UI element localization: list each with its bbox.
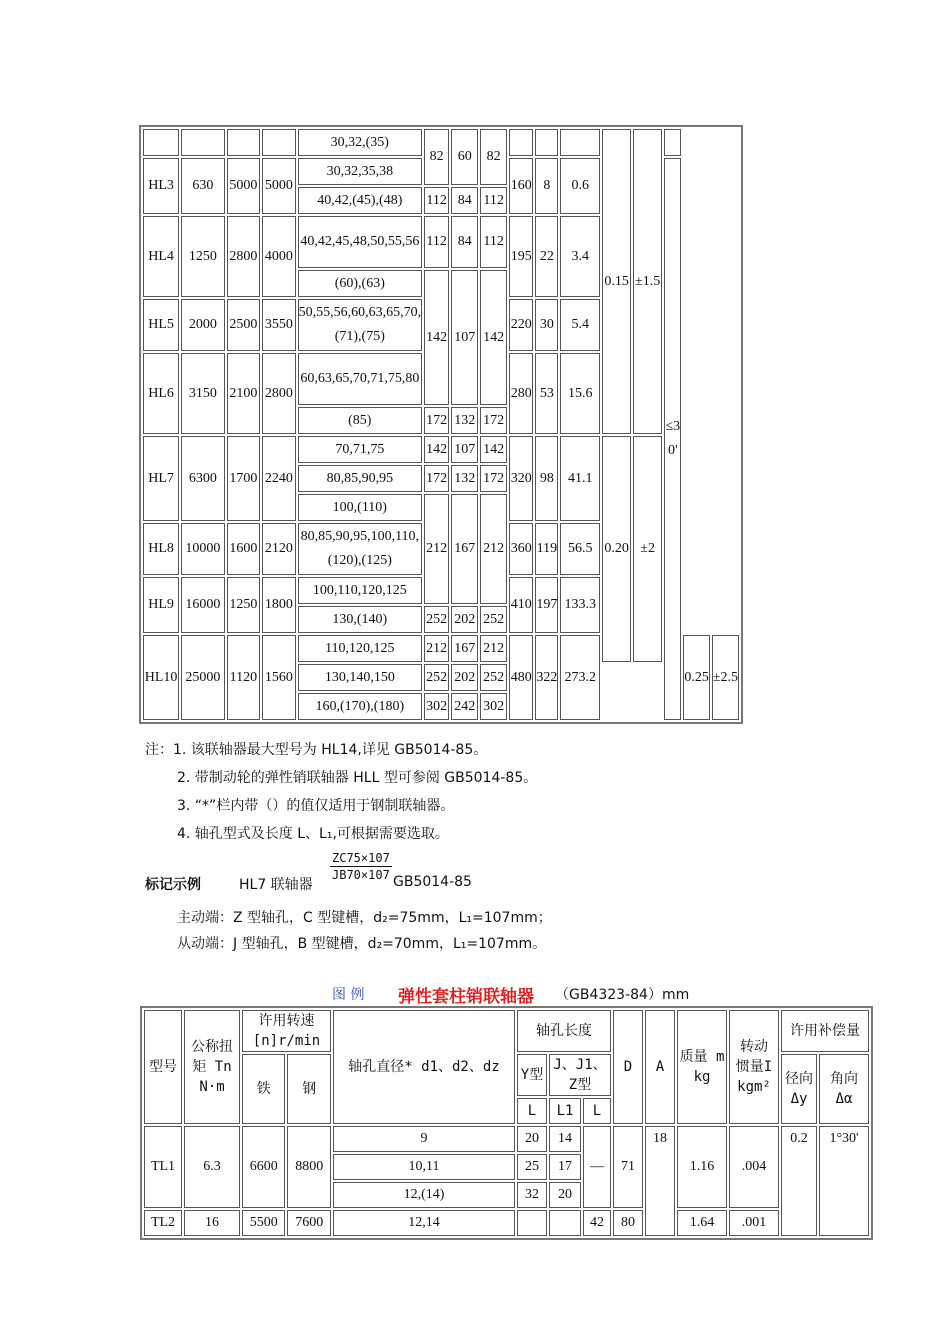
header-l2: L	[583, 1098, 611, 1124]
length-cell: 302	[480, 693, 507, 720]
bore-diameter-cell: 40,42,45,48,50,55,56	[298, 216, 423, 268]
blank-cell	[549, 1210, 581, 1236]
model-cell: HL10	[143, 635, 179, 720]
torque-cell: 6300	[181, 436, 225, 521]
length-cell: 167	[451, 494, 478, 604]
note-1: 注：1. 该联轴器最大型号为 HL14,详见 GB5014-85。	[145, 742, 488, 758]
a-cell: 22	[535, 216, 558, 297]
angular-comp-cell: 1°30'	[819, 1126, 869, 1236]
length-cell: 252	[424, 606, 449, 633]
speed-iron-cell: 1120	[227, 635, 260, 720]
length-cell: 112	[480, 187, 507, 214]
speed-steel-cell: 2120	[262, 523, 295, 575]
header-length: 轴孔长度	[517, 1010, 611, 1052]
a-cell: 53	[535, 353, 558, 434]
length-cell: 14	[549, 1126, 581, 1152]
speed-steel-cell: 2240	[262, 436, 295, 521]
header-angular: 角向 Δα	[819, 1054, 869, 1124]
length-cell: 212	[424, 635, 449, 662]
length-cell: 17	[549, 1154, 581, 1180]
marking-label: 标记示例	[145, 877, 201, 893]
model-cell: TL1	[144, 1126, 182, 1208]
header-model: 型号	[144, 1010, 182, 1124]
figure-link[interactable]: 图 例	[332, 987, 365, 1003]
length-cell: 252	[480, 664, 507, 691]
length-cell: 107	[451, 270, 478, 405]
speed-iron-cell: 5500	[242, 1210, 285, 1236]
d-cell: 280	[509, 353, 533, 434]
length-cell: 142	[480, 270, 507, 405]
bore-diameter-cell: 12,(14)	[333, 1182, 515, 1208]
length-cell: 84	[451, 216, 478, 268]
header-compensation: 许用补偿量	[781, 1010, 869, 1052]
bore-diameter-cell: 110,120,125	[298, 635, 423, 662]
blank-cell	[143, 129, 179, 156]
length-cell: 20	[549, 1182, 581, 1208]
d-cell: 480	[509, 635, 533, 720]
length-cell: 302	[424, 693, 449, 720]
blank-cell	[509, 129, 533, 156]
angle-comp-cell: ≤30'	[664, 158, 681, 720]
length-cell: 202	[451, 664, 478, 691]
marking-fraction	[330, 850, 392, 883]
speed-iron-cell: 6600	[242, 1126, 285, 1208]
mass-cell: 133.3	[560, 577, 600, 633]
d-cell: 160	[509, 158, 533, 214]
blank-cell	[517, 1210, 547, 1236]
a-cell: 322	[535, 635, 558, 720]
radial-comp-cell: 0.15	[602, 129, 631, 434]
note-3: 3. “*”栏内带（）的值仅适用于钢制联轴器。	[177, 798, 455, 814]
fraction-bottom: JB70×107	[332, 868, 390, 882]
bore-diameter-cell: 60,63,65,70,71,75,80	[298, 353, 423, 405]
length-cell: 212	[480, 635, 507, 662]
length-cell: 25	[517, 1154, 547, 1180]
mass-cell: 0.6	[560, 158, 600, 214]
header-d: D	[613, 1010, 643, 1124]
model-cell: HL6	[143, 353, 179, 434]
speed-iron-cell: 1250	[227, 577, 260, 633]
speed-iron-cell: 1700	[227, 436, 260, 521]
bore-diameter-cell: 130,(140)	[298, 606, 423, 633]
blank-cell	[262, 129, 295, 156]
header-j-type: J、J1、Z型	[549, 1054, 611, 1096]
length-cell: 252	[480, 606, 507, 633]
torque-cell: 16000	[181, 577, 225, 633]
bore-diameter-cell: 100,(110)	[298, 494, 423, 521]
length-cell: 82	[424, 129, 449, 185]
length-cell: 82	[480, 129, 507, 185]
a-cell: 197	[535, 577, 558, 633]
mass-cell: 41.1	[560, 436, 600, 521]
mass-cell: 3.4	[560, 216, 600, 297]
header-inertia: 转动 惯量I kgm²	[729, 1010, 779, 1124]
section-standard: （GB4323-84）mm	[555, 987, 690, 1003]
inertia-cell: .004	[729, 1126, 779, 1208]
bore-diameter-cell: 40,42,(45),(48)	[298, 187, 423, 214]
blank-cell	[181, 129, 225, 156]
header-l1: L1	[549, 1098, 581, 1124]
length-cell: —	[583, 1126, 611, 1208]
torque-cell: 25000	[181, 635, 225, 720]
length-cell: 42	[583, 1210, 611, 1236]
length-cell: 107	[451, 436, 478, 463]
fraction-top: ZC75×107	[332, 851, 390, 865]
driven-end-text: 从动端：J 型轴孔，B 型键槽，d₂=70mm，L₁=107mm。	[177, 936, 547, 952]
length-cell: 60	[451, 129, 478, 185]
model-cell: HL3	[143, 158, 179, 214]
bore-diameter-cell: 80,85,90,95,100,110,(120),(125)	[298, 523, 423, 575]
bore-diameter-cell: 12,14	[333, 1210, 515, 1236]
blank-cell	[664, 129, 681, 156]
model-cell: TL2	[144, 1210, 182, 1236]
header-steel: 钢	[287, 1054, 331, 1124]
speed-steel-cell: 1800	[262, 577, 295, 633]
speed-steel-cell: 8800	[287, 1126, 331, 1208]
model-cell: HL9	[143, 577, 179, 633]
speed-steel-cell: 1560	[262, 635, 295, 720]
speed-steel-cell: 2800	[262, 353, 295, 434]
blank-cell	[535, 129, 558, 156]
mass-cell: 56.5	[560, 523, 600, 575]
hl-coupling-table	[139, 125, 743, 724]
mass-cell: 1.64	[677, 1210, 727, 1236]
torque-cell: 6.3	[184, 1126, 240, 1208]
mass-cell: 15.6	[560, 353, 600, 434]
note-4: 4. 轴孔型式及长度 L、L₁,可根据需要选取。	[177, 826, 449, 842]
speed-steel-cell: 5000	[262, 158, 295, 214]
speed-iron-cell: 1600	[227, 523, 260, 575]
mass-cell: 5.4	[560, 299, 600, 351]
length-cell: 132	[451, 407, 478, 434]
inertia-cell: .001	[729, 1210, 779, 1236]
length-cell: 202	[451, 606, 478, 633]
speed-iron-cell: 5000	[227, 158, 260, 214]
marking-standard: GB5014-85	[393, 874, 472, 890]
length-cell: 20	[517, 1126, 547, 1152]
header-speed: 许用转速 [n]r/min	[242, 1010, 331, 1052]
header-l: L	[517, 1098, 547, 1124]
a-cell: 18	[645, 1126, 675, 1236]
header-mass: 质量 m kg	[677, 1010, 727, 1124]
speed-iron-cell: 2500	[227, 299, 260, 351]
d-cell: 320	[509, 436, 533, 521]
header-torque: 公称扭矩 Tn N·m	[184, 1010, 240, 1124]
speed-iron-cell: 2800	[227, 216, 260, 297]
a-cell: 98	[535, 436, 558, 521]
torque-cell: 3150	[181, 353, 225, 434]
torque-cell: 630	[181, 158, 225, 214]
length-cell: 172	[480, 465, 507, 492]
bore-diameter-cell: 50,55,56,60,63,65,70,(71),(75)	[298, 299, 423, 351]
angular-comp-cell: ±2	[633, 436, 662, 662]
bore-diameter-cell: 100,110,120,125	[298, 577, 423, 604]
bore-diameter-cell: 30,32,35,38	[298, 158, 423, 185]
model-cell: HL8	[143, 523, 179, 575]
length-cell: 142	[424, 270, 449, 405]
marking-ends	[177, 905, 552, 957]
length-cell: 167	[451, 635, 478, 662]
length-cell: 172	[480, 407, 507, 434]
length-cell: 172	[424, 465, 449, 492]
radial-comp-cell: 0.25	[683, 635, 710, 720]
blank-cell	[560, 129, 600, 156]
bore-diameter-cell: (60),(63)	[298, 270, 423, 297]
bore-diameter-cell: 80,85,90,95	[298, 465, 423, 492]
angular-comp-cell: ±2.5	[712, 635, 739, 720]
length-cell: 242	[451, 693, 478, 720]
d-cell: 80	[613, 1210, 643, 1236]
d-cell: 71	[613, 1126, 643, 1208]
angular-comp-cell: ±1.5	[633, 129, 662, 434]
speed-iron-cell: 2100	[227, 353, 260, 434]
header-diameter: 轴孔直径* d1、d2、dz	[333, 1010, 515, 1124]
section-title: 弹性套柱销联轴器	[398, 987, 534, 1007]
radial-comp-cell: 0.2	[781, 1126, 817, 1236]
notes	[145, 736, 845, 848]
bore-diameter-cell: 130,140,150	[298, 664, 423, 691]
length-cell: 112	[424, 216, 449, 268]
bore-diameter-cell: 70,71,75	[298, 436, 423, 463]
drive-end-text: 主动端：Z 型轴孔，C 型键槽，d₂=75mm，L₁=107mm；	[177, 910, 552, 926]
header-y-type: Y型	[517, 1054, 547, 1096]
speed-steel-cell: 3550	[262, 299, 295, 351]
mass-cell: 273.2	[560, 635, 600, 720]
header-iron: 铁	[242, 1054, 285, 1124]
bore-diameter-cell: 30,32,(35)	[298, 129, 423, 156]
header-a: A	[645, 1010, 675, 1124]
note-2: 2. 带制动轮的弹性销联轴器 HLL 型可参阅 GB5014-85。	[177, 770, 538, 786]
torque-cell: 16	[184, 1210, 240, 1236]
a-cell: 8	[535, 158, 558, 214]
model-cell: HL4	[143, 216, 179, 297]
d-cell: 360	[509, 523, 533, 575]
model-cell: HL5	[143, 299, 179, 351]
length-cell: 84	[451, 187, 478, 214]
torque-cell: 2000	[181, 299, 225, 351]
tl-coupling-table	[140, 1006, 873, 1240]
header-radial: 径向 Δy	[781, 1054, 817, 1124]
a-cell: 119	[535, 523, 558, 575]
length-cell: 212	[424, 494, 449, 604]
speed-steel-cell: 4000	[262, 216, 295, 297]
d-cell: 410	[509, 577, 533, 633]
length-cell: 142	[424, 436, 449, 463]
length-cell: 212	[480, 494, 507, 604]
length-cell: 252	[424, 664, 449, 691]
blank-cell	[227, 129, 260, 156]
torque-cell: 10000	[181, 523, 225, 575]
length-cell: 112	[480, 216, 507, 268]
length-cell: 142	[480, 436, 507, 463]
bore-diameter-cell: 10,11	[333, 1154, 515, 1180]
bore-diameter-cell: 160,(170),(180)	[298, 693, 423, 720]
length-cell: 172	[424, 407, 449, 434]
d-cell: 195	[509, 216, 533, 297]
bore-diameter-cell: (85)	[298, 407, 423, 434]
d-cell: 220	[509, 299, 533, 351]
marking-name: HL7 联轴器	[239, 877, 313, 893]
length-cell: 32	[517, 1182, 547, 1208]
length-cell: 112	[424, 187, 449, 214]
length-cell: 132	[451, 465, 478, 492]
bore-diameter-cell: 9	[333, 1126, 515, 1152]
a-cell: 30	[535, 299, 558, 351]
mass-cell: 1.16	[677, 1126, 727, 1208]
speed-steel-cell: 7600	[287, 1210, 331, 1236]
model-cell: HL7	[143, 436, 179, 521]
radial-comp-cell: 0.20	[602, 436, 631, 662]
torque-cell: 1250	[181, 216, 225, 297]
